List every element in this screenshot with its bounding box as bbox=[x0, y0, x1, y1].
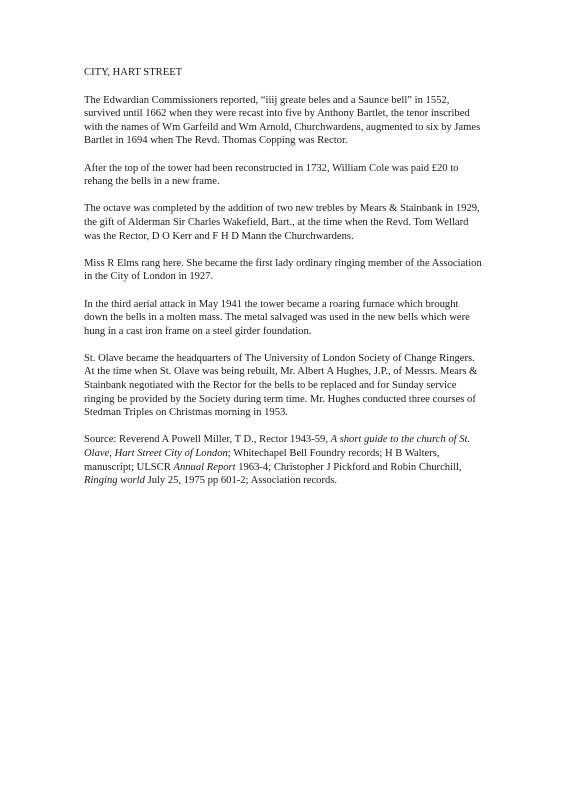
paragraph-university-society: St. Olave became the headquarters of The University of London Society of Change Ringers. At the time when St. Olave was being rebuilt, Mr. Albert A Hughes, J.P., of Messrs. Mears & Stainbank negotiated with the Rector for the bells to be replaced and for Sunday service ringing be provided by the Society during term time. Mr. Hughes conducted three courses of Stedman Triples on Christmas morning in 1953. bbox=[84, 352, 478, 419]
source-text-3: 1963-4; Christopher J Pickford and Robin Churchill, bbox=[235, 461, 462, 473]
source-title-ringing-world: Ringing world bbox=[84, 475, 145, 487]
source-text-4: July 25, 1975 pp 601-2; Association records. bbox=[144, 475, 338, 487]
paragraph-bells-history: The Edwardian Commissioners reported, “iiij greate beles and a Saunce bell” in 1552, survived until 1662 when they were recast into five by Anthony Bartlet, the tenor inscribed with the names of Wm Garfeild and Wm Arnold, Churchwardens, augmented to six by James Bartlet in 1694 when The Revd. Thomas Copping was Rector. bbox=[84, 94, 481, 147]
document-body bbox=[84, 66, 484, 488]
source-text-1: Source: Reverend A Powell Miller, T D., Rector 1943-59, bbox=[84, 434, 331, 446]
document-heading: CITY, HART STREET bbox=[84, 67, 183, 78]
source-title-short-guide: A short guide to the church of St. Olave, Hart Street City of London bbox=[84, 434, 471, 460]
source-text-2: ; Whitechapel Bell Foundry records; H B Walters, manuscript; ULSCR bbox=[84, 448, 440, 473]
paragraph-aerial-attack: In the third aerial attack in May 1941 the tower became a roaring furnace which brought down the bells in a molten mass. The metal salvaged was used in the new bells which were hung in a cast iron frame on a steel girder foundation. bbox=[84, 298, 470, 337]
source-title-annual-report: Annual Report bbox=[173, 461, 236, 473]
paragraph-sources bbox=[84, 433, 484, 487]
paragraph-first-lady-ringer: Miss R Elms rang here. She became the first lady ordinary ringing member of the Association in the City of London in 1927. bbox=[84, 257, 482, 283]
paragraph-octave-completed: The octave was completed by the addition of two new trebles by Mears & Stainbank in 1929, the gift of Alderman Sir Charles Wakefield, Bart., at the time when the Revd. Tom Wellard was the Rector, D O Kerr and F H D Mann the Churchwardens. bbox=[84, 203, 480, 242]
paragraph-tower-rehang: After the top of the tower had been reconstructed in 1732, William Cole was paid £20 to rehang the bells in a new frame. bbox=[84, 162, 459, 188]
